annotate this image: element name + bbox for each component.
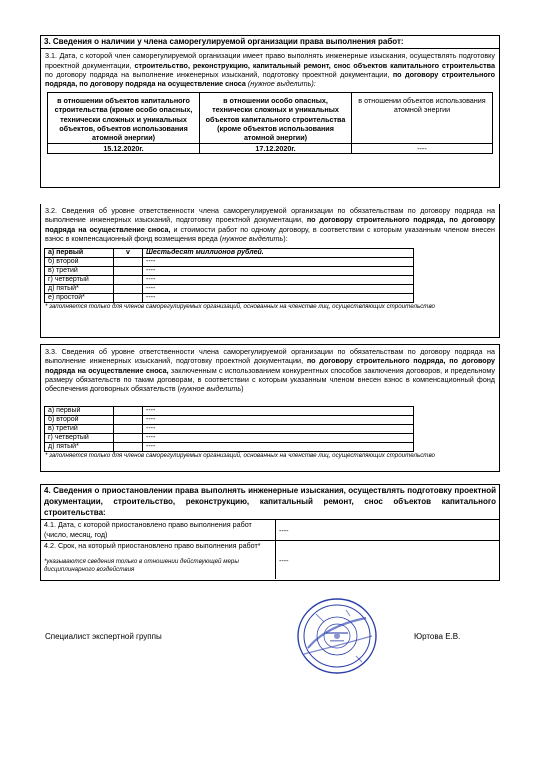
section-3-3-text: 3.3. Сведения об уровне ответственности члена саморегулируемой организации по обязательствам по договору подряда на выполнение инженерных изысканий, подготовку проектной документации, по договору строительного подряда, по договору подряда на осуществление сноса, заключенным с использованием конкурентных способов заключения договоров, и предельному размеру обязательств по таким договорам, в соответствии с которым указанным членом внесен взнос в компенсационный фонд обеспечения договорных обязательств (нужное выделить) [45, 347, 495, 394]
table-row: д) пятый* ---- [45, 285, 414, 294]
table-row: г) четвертый ---- [45, 433, 414, 442]
section-3-3-table [44, 406, 414, 452]
table-row: г) четвертый ---- [45, 276, 414, 285]
table-row: д) пятый* ---- [45, 442, 414, 451]
date-general: 15.12.2020г. [48, 143, 200, 153]
suspension-date-value: ---- [276, 520, 500, 541]
table-row: а) первый ---- [45, 406, 414, 415]
section-3-2-text: 3.2. Сведения об уровне ответственности члена саморегулируемой организации по обязательствам по договору подряда на выполнение инженерных изысканий, подготовку проектной документации, по договору строительного подряда, по договору подряда на осуществление сноса, и стоимости работ по одному договору, в соответствии с которым указанным членом внесен взнос в компенсационный фонд возмещения вреда (нужное выделить): [45, 206, 495, 244]
section-3 [40, 35, 500, 188]
section-3-2-table [44, 248, 414, 303]
table-row: е) простой* ---- [45, 294, 414, 303]
section-4-header: 4. Сведения о приостановлении права выполнять инженерные изыскания, осуществлять подготовку проектной документации, строительство, реконструкцию, капитальный ремонт, снос объектов капитального строительства: [41, 485, 499, 520]
column-header-hazardous: в отношении особо опасных, технически сложных и уникальных объектов капитального строительства (кроме объектов использования атомной энергии) [200, 92, 352, 143]
official-stamp-icon [296, 596, 378, 676]
column-header-general: в отношении объектов капитального строительства (кроме особо опасных, технически сложных и уникальных объектов, объектов использования атомной энергии) [48, 92, 200, 143]
suspension-term-label: 4.2. Срок, на который приостановлено право выполнения работ* [44, 541, 261, 551]
suspension-term-value: ---- [276, 541, 500, 580]
section-3-3 [40, 344, 500, 472]
table-row: в) третий ---- [45, 267, 414, 276]
column-header-nuclear: в отношении объектов использования атомной энергии [352, 92, 493, 143]
section-3-2 [40, 204, 500, 338]
signer-role: Специалист экспертной группы [45, 632, 162, 641]
suspension-date-label: 4.1. Дата, с которой приостановлено право выполнения работ (число, месяц, год) [41, 520, 276, 541]
section-3-1-text: 3.1. Дата, с которой член саморегулируемой организации имеет право выполнять инженерные изыскания, осуществлять подготовку проектной документации, строительство, реконструкцию, капитальный ремонт, снос объектов капитального строительства по договору подряда на выполнение инженерных изысканий, подготовку проектной документации, по договору строительного подряда, по договору подряда на осуществление сноса (нужное выделить): [45, 51, 496, 89]
suspension-term-cell [41, 541, 276, 580]
table-row: б) второй ---- [45, 415, 414, 424]
section-4-footnote: *указываются сведения только в отношении действующей меры дисциплинарного воздействия [44, 557, 239, 573]
section-3-3-footnote: * заполняется только для членов саморегулируемых организаций, основанных на членстве лиц, осуществляющих строительство [45, 451, 435, 459]
date-hazardous: 17.12.2020г. [200, 143, 352, 153]
signer-name: Юртова Е.В. [414, 632, 461, 641]
table-row: б) второй ---- [45, 258, 414, 267]
table-row: в) третий ---- [45, 424, 414, 433]
section-3-2-footnote: * заполняется только для членов саморегулируемых организаций, основанных на членстве лиц, осуществляющих строительство [45, 303, 435, 311]
table-row [41, 520, 499, 541]
table-row [41, 541, 499, 580]
section-4-table [41, 520, 499, 579]
section-4 [40, 484, 500, 581]
section-3-1-table [47, 92, 493, 154]
date-nuclear: ---- [352, 143, 493, 153]
table-row: а) первый v Шестьдесят миллионов рублей. [45, 249, 414, 258]
section-3-header: 3. Сведения о наличии у члена саморегулируемой организации права выполнения работ: [41, 36, 499, 49]
